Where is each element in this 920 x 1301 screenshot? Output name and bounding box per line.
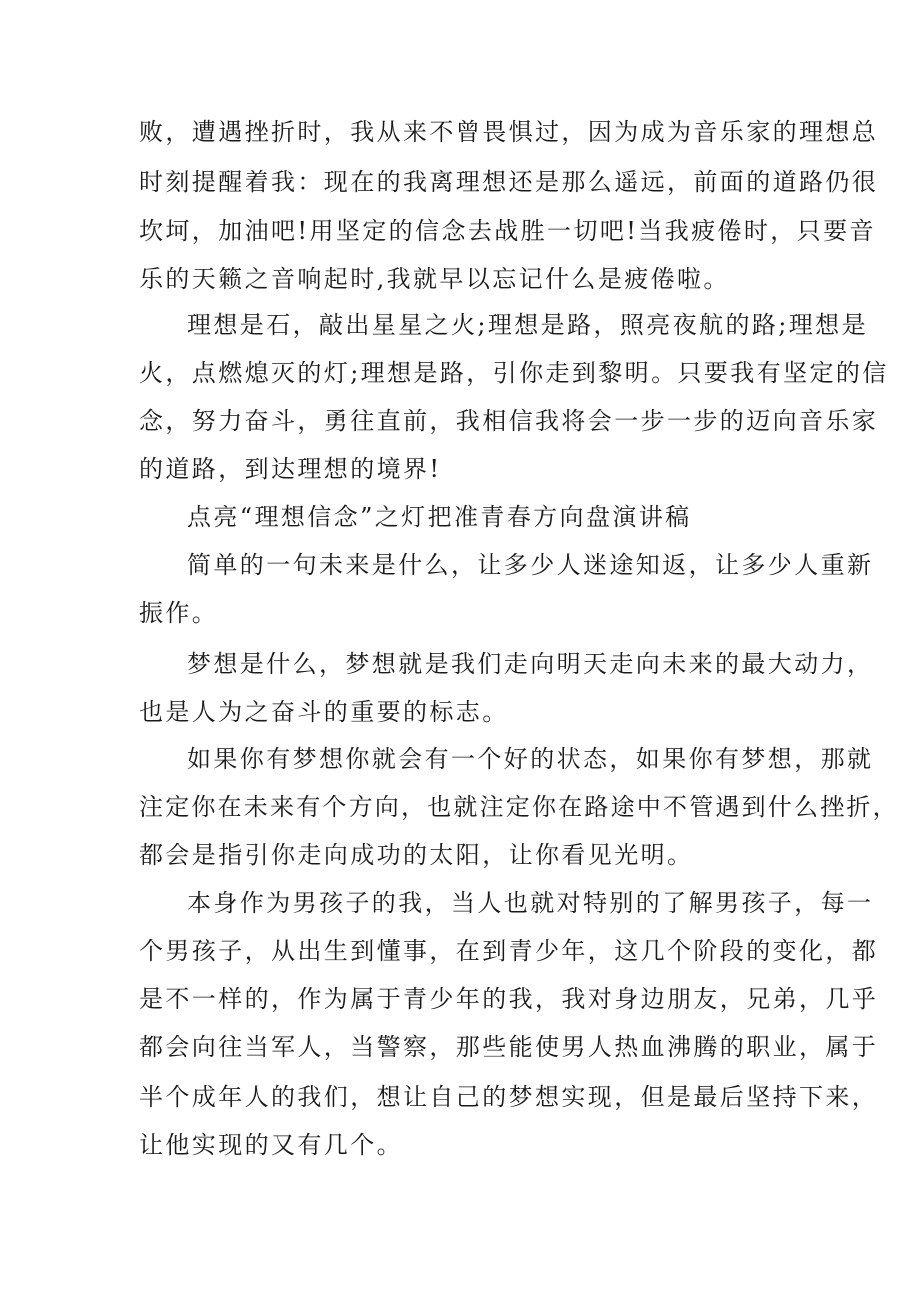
text-line: 个男孩子，从出生到懂事，在到青少年，这几个阶段的变化，都: [139, 937, 879, 965]
text-line: 让他实现的又有几个。: [139, 1131, 403, 1159]
text-line: 本身作为男孩子的我，当人也就对特别的了解男孩子，每一: [187, 889, 874, 917]
text-line: 简单的一句未来是什么，让多少人迷途知返，让多少人重新: [187, 551, 874, 579]
text-line: 也是人为之奋斗的重要的标志。: [139, 698, 509, 726]
text-line: 梦想是什么，梦想就是我们走向明天走向未来的最大动力，: [187, 650, 874, 678]
text-line: 都会是指引你走向成功的太阳，让你看见光明。: [139, 841, 694, 869]
text-line: 半个成年人的我们，想让自己的梦想实现，但是最后坚持下来，: [139, 1083, 879, 1111]
text-line: 念，努力奋斗，勇往直前，我相信我将会一步一步的迈向音乐家: [139, 407, 879, 435]
text-line: 败，遭遇挫折时，我从来不曾畏惧过，因为成为音乐家的理想总: [139, 118, 879, 146]
text-line: 如果你有梦想你就会有一个好的状态，如果你有梦想，那就: [187, 745, 874, 773]
text-line: 乐的天籁之音响起时,我就早以忘记什么是疲倦啦。: [139, 265, 730, 293]
text-line: 的道路，到达理想的境界!: [139, 455, 442, 483]
text-line: 注定你在未来有个方向，也就注定你在路途中不管遇到什么挫折，: [139, 793, 899, 821]
text-line: 火，点燃熄灭的灯;理想是路，引你走到黎明。只要我有坚定的信: [139, 359, 889, 387]
text-line: 理想是石，敲出星星之火;理想是路，照亮夜航的路;理想是: [187, 311, 868, 339]
section-title: 点亮“理想信念”之灯把准青春方向盘演讲稿: [187, 503, 692, 531]
text-line: 是不一样的，作为属于青少年的我，我对身边朋友，兄弟，几乎: [139, 985, 879, 1013]
text-line: 坎坷，加油吧!用坚定的信念去战胜一切吧!当我疲倦时，只要音: [139, 217, 876, 245]
text-line: 振作。: [139, 599, 219, 627]
text-line: 时刻提醒着我：现在的我离理想还是那么遥远，前面的道路仍很: [139, 168, 879, 196]
text-line: 都会向往当军人，当警察，那些能使男人热血沸腾的职业，属于: [139, 1033, 879, 1061]
